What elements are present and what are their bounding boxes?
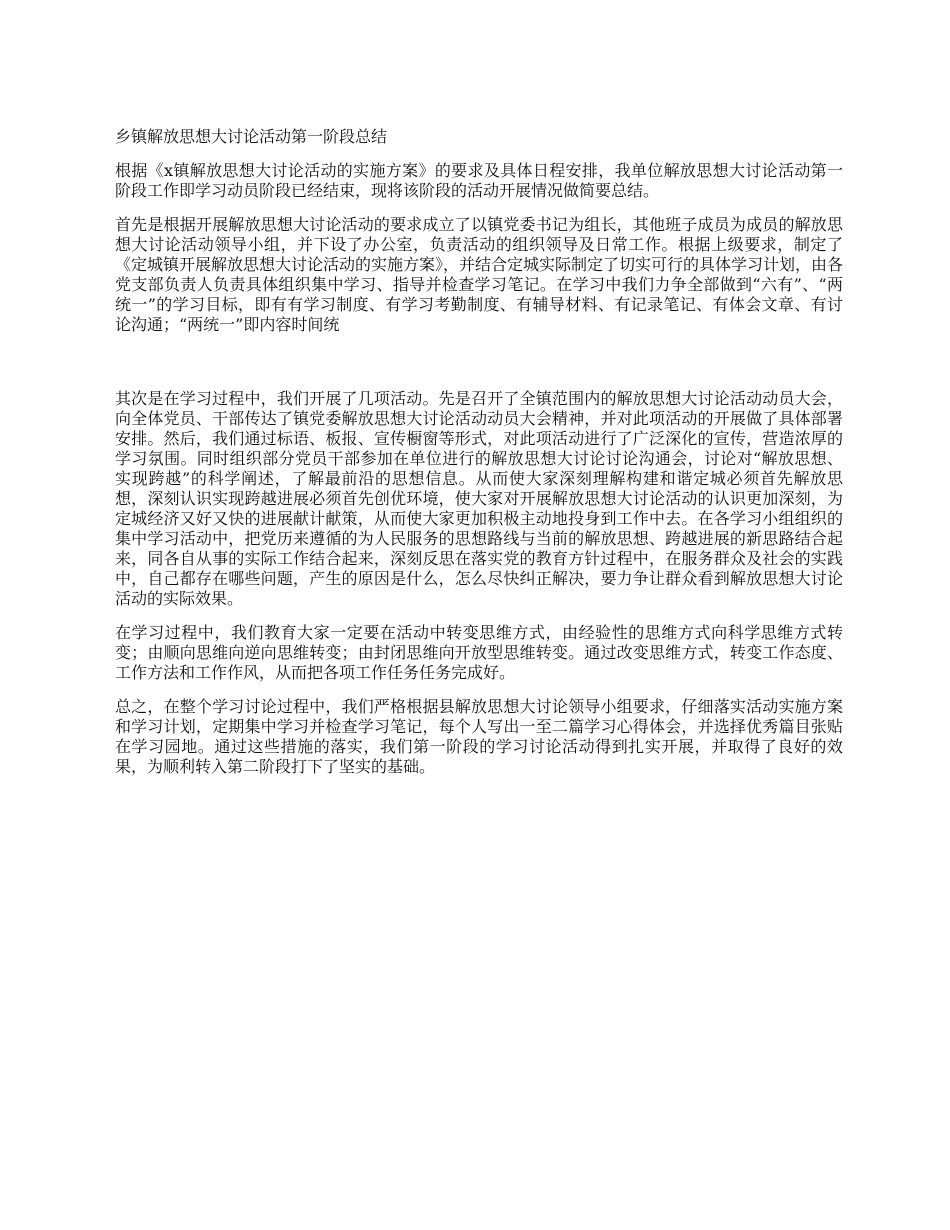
paragraph-thinking-change: 在学习过程中，我们教育大家一定要在活动中转变思维方式，由经验性的思维方式向科学思维方式转变；由顺向思维向逆向思维转变；由封闭思维向开放型思维转变。通过改变思维方式，转变工作态度、工作方法和工作作风，从而把各项工作任务任务完成好。 bbox=[115, 623, 843, 682]
paragraph-conclusion: 总之，在整个学习讨论过程中，我们严格根据县解放思想大讨论领导小组要求，仔细落实活动实施方案和学习计划，定期集中学习并检查学习笔记，每个人写出一至二篇学习心得体会，并选择优秀篇目张贴在学习园地。通过这些措施的落实，我们第一阶段的学习讨论活动得到扎实开展，并取得了良好的效果，为顺利转入第二阶段打下了坚实的基础。 bbox=[115, 697, 843, 776]
paragraph-intro: 根据《x镇解放思想大讨论活动的实施方案》的要求及具体日程安排，我单位解放思想大讨论活动第一阶段工作即学习动员阶段已经结束，现将该阶段的活动开展情况做简要总结。 bbox=[115, 161, 843, 200]
document-body bbox=[115, 127, 843, 791]
document-title: 乡镇解放思想大讨论活动第一阶段总结 bbox=[115, 127, 388, 146]
paragraph-activities: 其次是在学习过程中，我们开展了几项活动。先是召开了全镇范围内的解放思想大讨论活动动员大会，向全体党员、干部传达了镇党委解放思想大讨论活动动员大会精神，并对此项活动的开展做了具体部署安排。然后，我们通过标语、板报、宣传橱窗等形式，对此项活动进行了广泛深化的宣传，营造浓厚的学习氛围。同时组织部分党员干部参加在单位进行的解放思想大讨论讨论沟通会，讨论对“解放思想、实现跨越”的科学阐述，了解最前沿的思想信息。从而使大家深刻理解构建和谐定城必须首先解放思想，深刻认识实现跨越进展必须首先创优环境，使大家对开展解放思想大讨论活动的认识更加深刻，为定城经济又好又快的进展献计献策，从而使大家更加积极主动地投身到工作中去。在各学习小组组织的集中学习活动中，把党历来遵循的为人民服务的思想路线与当前的解放思想、跨越进展的新思路结合起来，同各自从事的实际工作结合起来，深刻反思在落实党的教育方针过程中，在服务群众及社会的实践中，自己都存在哪些问题，产生的原因是什么，怎么尽快纠正解决，要力争让群众看到解放思想大讨论活动的实际效果。 bbox=[115, 389, 843, 608]
paragraph-organization: 首先是根据开展解放思想大讨论活动的要求成立了以镇党委书记为组长，其他班子成员为成员的解放思想大讨论活动领导小组，并下设了办公室，负责活动的组织领导及日常工作。根据上级要求，制定了《定城镇开展解放思想大讨论活动的实施方案》，并结合定城实际制定了切实可行的具体学习计划，由各党支部负责人负责具体组织集中学习、指导并检查学习笔记。在学习中我们力争全部做到“六有”、“两统一”的学习目标，即有有学习制度、有学习考勤制度、有辅导材料、有记录笔记、有体会文章、有讨论沟通；“两统一”即内容时间统 bbox=[115, 215, 844, 334]
